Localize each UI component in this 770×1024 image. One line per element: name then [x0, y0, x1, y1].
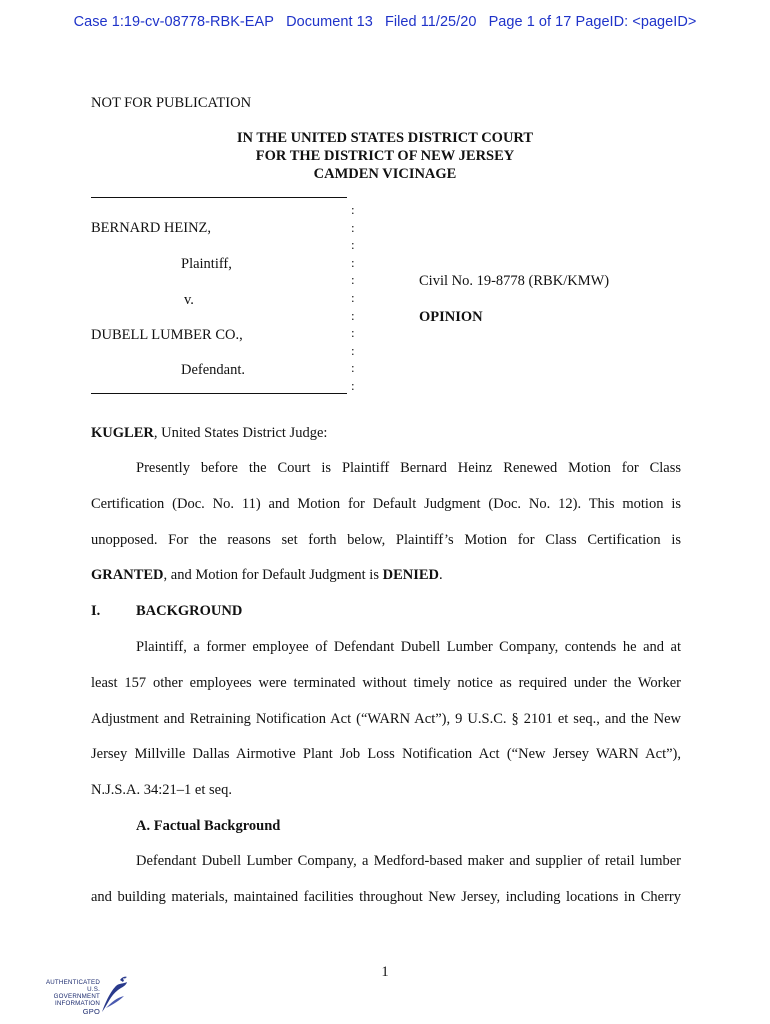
caption-top-rule: [91, 197, 347, 198]
background-line-3: Adjustment and Retraining Notification Act (“WARN Act”), 9 U.S.C. § 2101 et seq., and the New: [91, 711, 681, 727]
denied-text: DENIED: [382, 567, 440, 583]
intro-line-4-mid: , and Motion for Default Judgment is: [163, 567, 383, 583]
intro-line-2: Certification (Doc. No. 11) and Motion for Default Judgment (Doc. No. 12). This motion is: [91, 496, 681, 512]
court-name-line1: IN THE UNITED STATES DISTRICT COURT: [236, 130, 534, 146]
logo-line-1: AUTHENTICATED: [45, 979, 100, 986]
opinion-title: OPINION: [419, 309, 483, 325]
header-case-number: Case 1:19-cv-08778-RBK-EAP: [73, 14, 274, 30]
colon: :: [351, 377, 355, 393]
colon: :: [351, 202, 355, 217]
defendant-name: DUBELL LUMBER CO.,: [91, 327, 243, 343]
section-1-number: I.: [91, 603, 101, 619]
colon: :: [351, 307, 355, 323]
subsection-a-title: A. Factual Background: [136, 818, 281, 834]
colon: :: [351, 342, 355, 358]
page-number: 1: [381, 964, 389, 980]
logo-line-4: GPO: [82, 1007, 100, 1016]
caption-bottom-rule: [91, 393, 347, 394]
civil-number: Civil No. 19-8778 (RBK/KMW): [419, 273, 610, 289]
section-1-title: BACKGROUND: [136, 603, 243, 619]
colon: :: [351, 254, 355, 270]
background-line-2: least 157 other employees were terminated without timely notice as required under the Worker: [91, 675, 681, 691]
eagle-icon: [98, 974, 128, 1016]
judge-line: [91, 425, 327, 442]
court-name-line3: CAMDEN VICINAGE: [313, 166, 457, 182]
court-name-line2: FOR THE DISTRICT OF NEW JERSEY: [255, 148, 515, 164]
header-filed-date: Filed 11/25/20: [384, 14, 477, 30]
judge-title: , United States District Judge:: [153, 425, 328, 441]
caption-colon-column: [351, 201, 355, 395]
gpo-logo-text: [42, 979, 100, 1015]
plaintiff-name: BERNARD HEINZ,: [91, 220, 212, 236]
logo-line-2: U.S. GOVERNMENT: [53, 986, 100, 1000]
ecf-header: [0, 14, 770, 30]
background-line-1: Plaintiff, a former employee of Defendant Dubell Lumber Company, contends he and at: [136, 639, 681, 655]
intro-line-3: unopposed. For the reasons set forth below, Plaintiff’s Motion for Class Certification is: [91, 532, 681, 548]
header-page-info: Page 1 of 17 PageID: <pageID>: [488, 14, 697, 30]
colon: :: [351, 360, 355, 376]
logo-line-3: INFORMATION: [54, 1000, 100, 1007]
intro-line-4: [91, 567, 681, 584]
factual-line-2: and building materials, maintained facilities throughout New Jersey, including locations in Cherry: [91, 889, 681, 905]
colon: :: [351, 237, 355, 253]
versus: v.: [184, 292, 194, 308]
intro-line-1: Presently before the Court is Plaintiff Bernard Heinz Renewed Motion for Class: [136, 460, 681, 476]
background-line-4: Jersey Millville Dallas Airmotive Plant Job Loss Notification Act (“New Jersey WARN Act”),: [91, 746, 681, 762]
granted-text: GRANTED: [91, 567, 164, 583]
gpo-authentication-logo: [42, 974, 132, 1016]
colon: :: [351, 325, 355, 341]
plaintiff-role: Plaintiff,: [181, 256, 232, 272]
judge-name: KUGLER: [91, 425, 154, 441]
background-line-5: N.J.S.A. 34:21–1 et seq.: [91, 782, 232, 798]
intro-line-4-end: .: [439, 567, 443, 583]
defendant-role: Defendant.: [181, 362, 246, 378]
not-for-publication: NOT FOR PUBLICATION: [91, 95, 252, 111]
colon: :: [351, 289, 355, 305]
header-document-number: Document 13: [286, 14, 373, 30]
colon: :: [351, 219, 355, 235]
factual-line-1: Defendant Dubell Lumber Company, a Medford-based maker and supplier of retail lumber: [136, 853, 681, 869]
colon: :: [351, 272, 355, 288]
